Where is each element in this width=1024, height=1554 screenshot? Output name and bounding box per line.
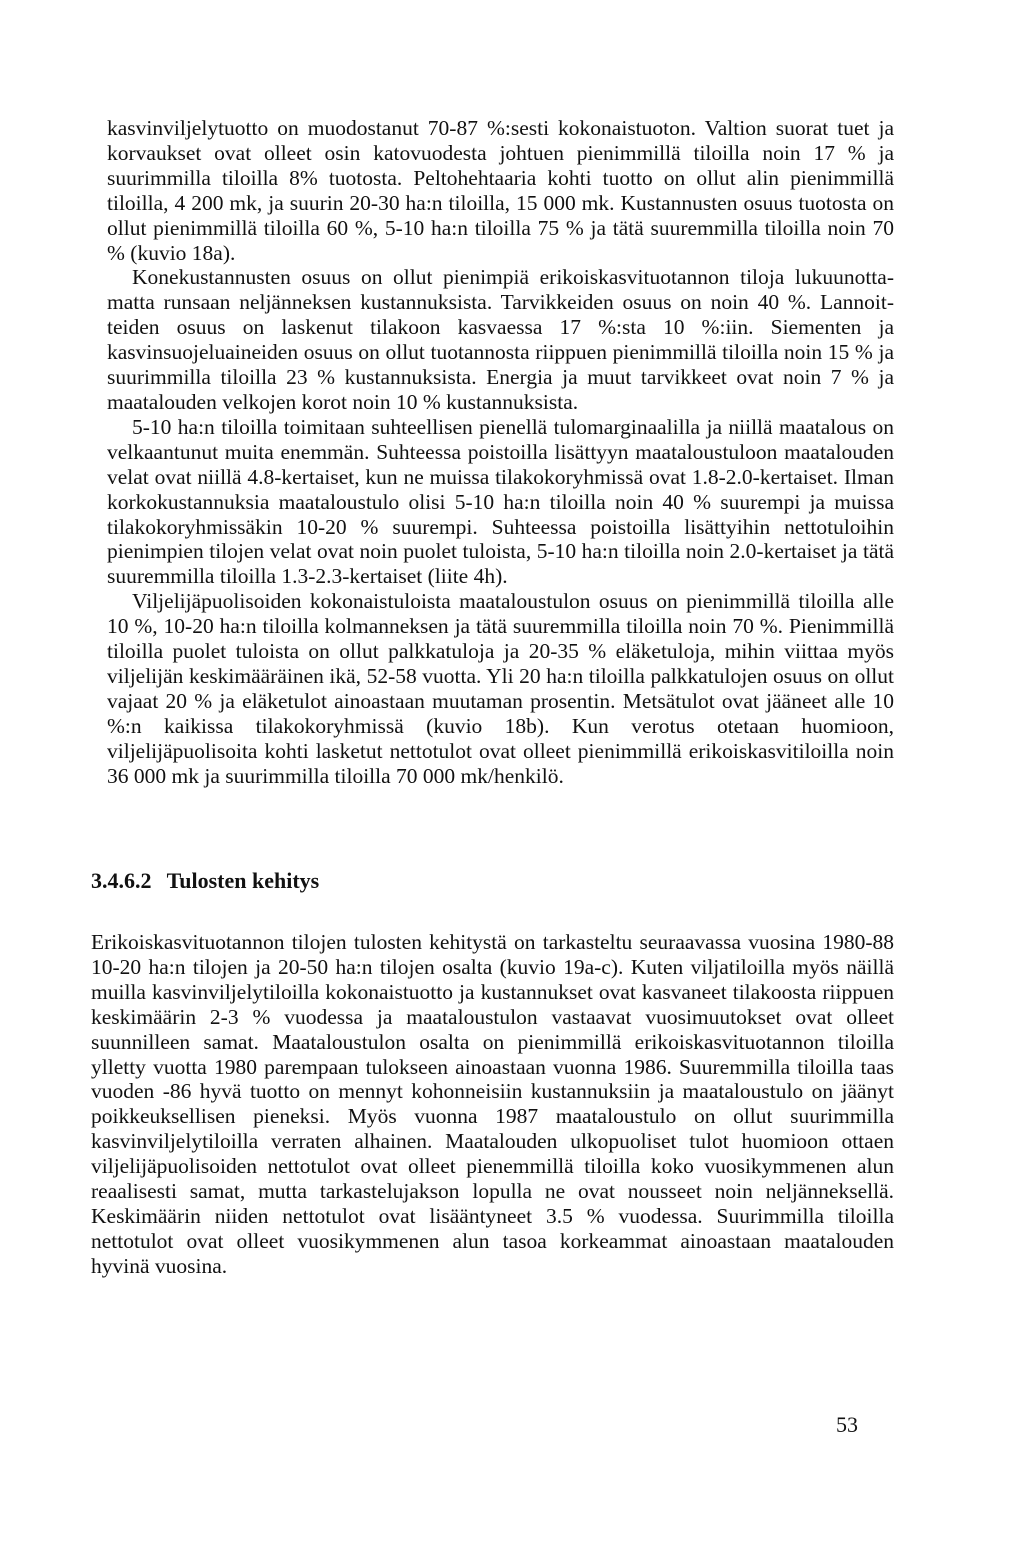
body-text-section-2 <box>91 930 894 1279</box>
paragraph: Konekustannusten osuus on ollut pienimpiä erikoiskasvituotannon tiloja lukuunottamatta runsaan neljänneksen kustannuksista. Tarvikkeiden osuus on noin 40 %. Lannoitteiden osuus on laskenut tilakoon kasvaessa 17 %:sta 10 %:iin. Siementen ja kasvinsuojeluaineiden osuus on ollut tuotannosta riippuen pienimmillä tiloilla noin 15 % ja suurimmilla tiloilla 23 % kustannuksista. Energia ja muut tarvikkeet ovat noin 7 % ja maatalouden velkojen korot noin 10 % kustannuksista. <box>107 265 894 414</box>
paragraph: Erikoiskasvituotannon tilojen tulosten kehitystä on tarkasteltu seuraavassa vuosina 1980-88 10-20 ha:n tilojen ja 20-50 ha:n tilojen osalta (kuvio 19a-c). Kuten viljatiloilla myös näillä muilla kasvinviljelytiloilla kokonaistuotto ja kustannukset ovat kasvaneet tilakoosta riippuen keskimäärin 2-3 % vuodessa ja maataloustulon vastaavat vuosimuutokset ovat olleet suunnilleen samat. Maataloustulon osalta on pienimmillä erikoiskasvituotannon tiloilla ylletty vuotta 1980 parempaan tulokseen ainoastaan vuonna 1986. Suuremmilla tiloilla taas vuoden -86 hyvä tuotto on mennyt kohonneisiin kustannuksiin ja maataloustulo on jäänyt poikkeuksellisen pieneksi. Myös vuonna 1987 maataloustulo on ollut suurimmilla kasvinviljelytiloilla verraten alhainen. Maatalouden ulkopuoliset tulot huomioon ottaen viljelijäpuolisoiden nettotulot ovat olleet pienemmillä tiloilla koko vuosikymmenen alun reaalisesti samat, mutta tarkastelujakson lopulla ne ovat nousseet noin neljänneksellä. Keskimäärin niiden nettotulot ovat lisääntyneet 3.5 % vuodessa. Suurimmilla tiloilla nettotulot ovat olleet vuosikymmenen alun tasoa korkeammat ainoastaan maatalouden hyvinä vuosina. <box>91 930 894 1278</box>
body-text-section-1 <box>107 116 894 788</box>
paragraph: Viljelijäpuolisoiden kokonaistuloista maataloustulon osuus on pienimmillä tiloilla alle 10 %, 10-20 ha:n tiloilla kolmanneksen ja tätä suuremmilla tiloilla noin 70 %. Pienimmillä tiloilla puolet tuloista on ollut palkkatuloja ja 20-35 % eläketuloja, mihin viittaa myös viljelijän keskimääräinen ikä, 52-58 vuotta. Yli 20 ha:n tiloilla palkkatulojen osuus on ollut vajaat 20 % ja eläketulot ainoastaan muutaman prosentin. Metsätulot ovat jääneet alle 10 %:n kaikissa tilakokoryhmissä (kuvio 18b). Kun verotus otetaan huomioon, viljelijäpuolisoita kohti lasketut nettotulot ovat olleet pienimmillä erikoiskasvitiloilla noin 36 000 mk ja suurimmilla tiloilla 70 000 mk/henkilö. <box>107 589 894 788</box>
paragraph: 5-10 ha:n tiloilla toimitaan suhteellisen pienellä tulomarginaalilla ja niillä maatalous on velkaantunut muita enemmän. Suhteessa poistoilla lisättyyn maataloustuloon maatalouden velat ovat niillä 4.8-kertaiset, kun ne muissa tilakokoryhmissä ovat 1.8-2.0-kertaiset. Ilman korkokustannuksia maataloustulo olisi 5-10 ha:n tiloilla noin 40 % suurempi ja muissa tilakokoryhmissäkin 10-20 % suurempi. Suhteessa poistoilla lisättyihin nettotuloihin pienimpien tilojen velat ovat noin puolet tuloista, 5-10 ha:n tiloilla noin 2.0-kertaiset ja tätä suuremmilla tiloilla 1.3-2.3-kertaiset (liite 4h). <box>107 414 894 589</box>
section-heading <box>91 866 319 896</box>
paragraph: kasvinviljelytuotto on muodostanut 70-87 %:sesti kokonaistuoton. Valtion suorat tuet ja korvaukset ovat olleet osin katovuodesta johtuen pienimmillä tiloilla noin 17 % ja suurimmilla tiloilla 8% tuotosta. Peltohehtaaria kohti tuotto on ollut alin pienimmillä tiloilla, 4 200 mk, ja suurin 20-30 ha:n tiloilla, 15 000 mk. Kustannusten osuus tuotosta on ollut pienimmillä tiloilla 60 %, 5-10 ha:n tiloilla 75 % ja tätä suuremmilla tiloilla noin 70 % (kuvio 18a). <box>107 116 894 265</box>
page-number: 53 <box>836 1412 858 1437</box>
section-number: 3.4.6.2 <box>91 868 152 893</box>
section-title: Tulosten kehitys <box>166 868 320 893</box>
